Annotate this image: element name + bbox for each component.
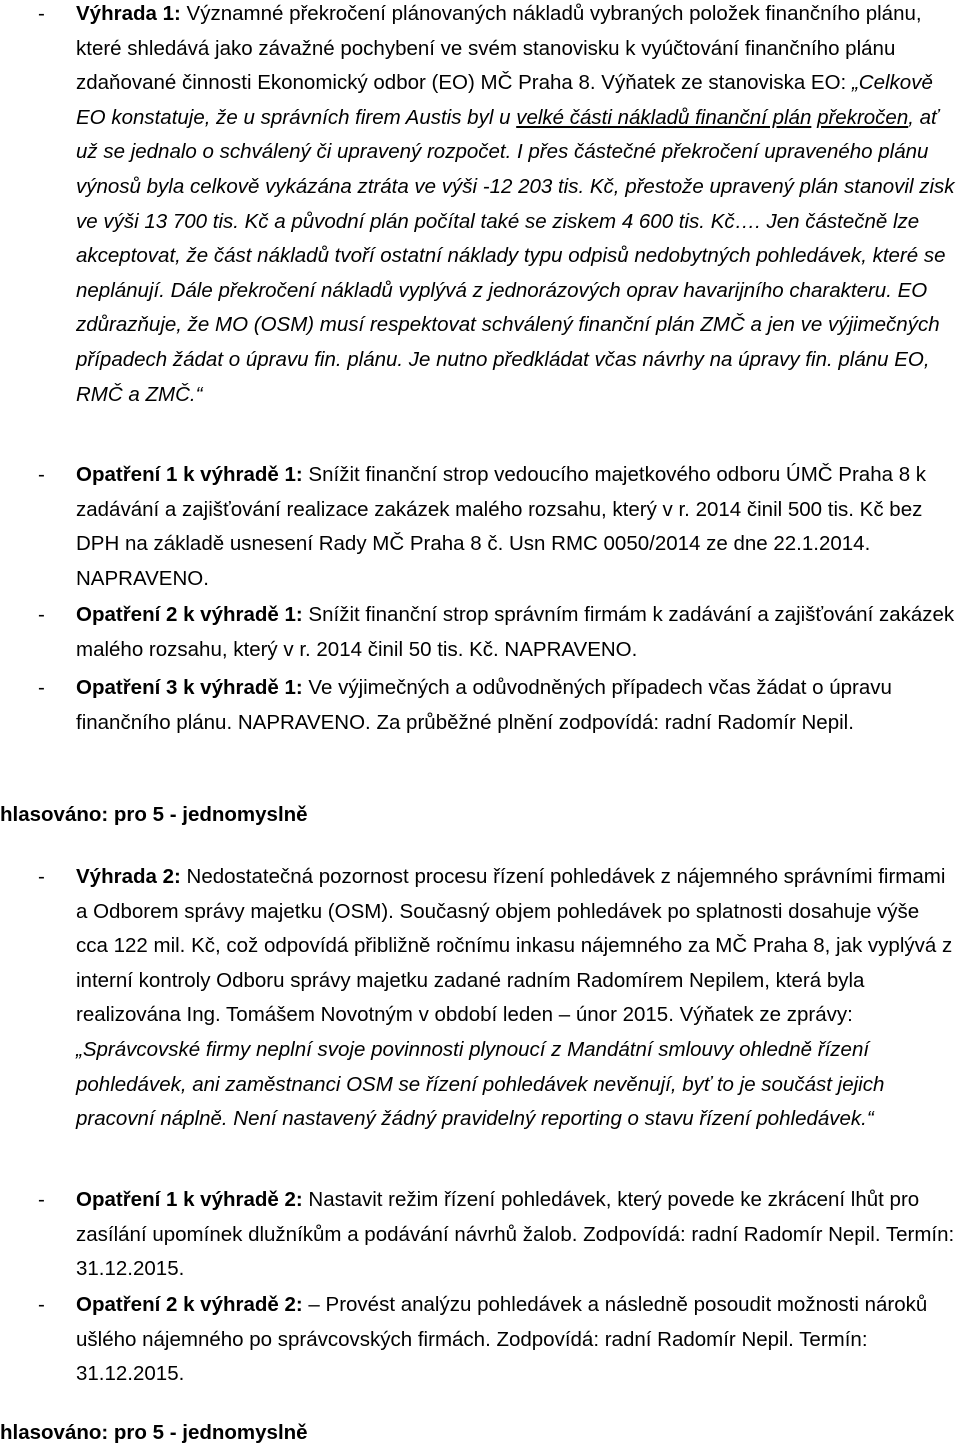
measure-3-1-body: Ve výjimečných a odůvodněných případech včas žádat o úpravu finančního plánu. NAPRAVENO. Za průběžné plnění zodpovídá: radní Radomír Nepil.	[76, 676, 892, 734]
reservation-2-quote: „Správcovské firmy neplní svoje povinnosti plynoucí z Mandátní smlouvy ohledně řízení pohledávek, ani zaměstnanci OSM se řízení pohledávek nevěnují, byť to je součást jejich pracovní náplně. Není nastavený žádný pravidelný reporting o stavu řízení pohledávek.“	[76, 1037, 885, 1131]
reservation-1-text	[76, 0, 960, 412]
bullet-dash: -	[38, 603, 45, 626]
quote-part: , ať už se jednalo o schválený či upravený rozpočet. I přes částečné překročení upraveného plánu výnosů byla celkově vykázána ztráta ve výši -12 203 tis. Kč, přestože upravený plán stanovil zisk ve výši 13 700 tis. Kč a původní plán počítal také se ziskem 4 600 tis. Kč…. Jen částečně lze akceptovat, že část nákladů tvoří ostatní náklady typu odpisů nedobytných pohledávek, které se neplánují. Dále překročení nákladů vyplývá z jednorázových oprav havarijního charakteru. EO zdůrazňuje, že MO (OSM) musí respektovat schválený finanční plán ZMČ a jen ve výjimečných případech žádat o úpravu fin. plánu. Je nutno předkládat včas návrhy na úpravy fin. plánu EO, RMČ a ZMČ.“	[76, 105, 955, 406]
measure-2-2-title: Opatření 2 k výhradě 2:	[76, 1293, 303, 1316]
reservation-1	[0, 0, 960, 412]
measure-3-1-title: Opatření 3 k výhradě 1:	[76, 676, 303, 699]
measure-2-1-title: Opatření 2 k výhradě 1:	[76, 603, 303, 626]
quote-underlined: překročen	[817, 105, 909, 129]
reservation-2	[0, 860, 960, 1137]
vote-result-1: hlasováno: pro 5 - jednomyslně	[0, 803, 308, 826]
bullet-dash: -	[38, 1188, 45, 1211]
measure-2-2	[0, 1288, 960, 1392]
measure-1-2	[0, 1183, 960, 1287]
measure-1-2-title: Opatření 1 k výhradě 2:	[76, 1188, 303, 1211]
measure-2-1-body: Snížit finanční strop správním firmám k zadávání a zajišťování zakázek malého rozsahu, který v r. 2014 činil 50 tis. Kč. NAPRAVENO.	[76, 603, 955, 661]
measure-2-2-body: – Provést analýzu pohledávek a následně posoudit možnosti nároků ušlého nájemného po správcovských firmách. Zodpovídá: radní Radomír Nepil. Termín: 31.12.2015.	[76, 1293, 928, 1386]
measure-2-2-text	[76, 1288, 960, 1392]
measure-1-1-text	[76, 458, 960, 596]
measure-1-1-title: Opatření 1 k výhradě 1:	[76, 463, 303, 486]
measure-1-2-body: Nastavit režim řízení pohledávek, který povede ke zkrácení lhůt pro zasílání upomínek dlužníkům a podávání návrhů žalob. Zodpovídá: radní Radomír Nepil. Termín: 31.12.2015.	[76, 1188, 955, 1281]
quote-underlined: velké části nákladů finanční plán	[516, 105, 812, 129]
bullet-dash: -	[38, 463, 45, 486]
measure-3-1	[0, 671, 960, 740]
reservation-2-title: Výhrada 2:	[76, 865, 181, 888]
reservation-2-body: Nedostatečná pozornost procesu řízení pohledávek z nájemného správními firmami a Odborem správy majetku (OSM). Současný objem pohledávek po splatnosti dosahuje výše cca 122 mil. Kč, což odpovídá přibližně ročnímu inkasu nájemného za MČ Praha 8, jak vyplývá z interní kontroly Odboru správy majetku zadané radním Radomírem Nepilem, která byla realizována Ing. Tomášem Novotným v období leden – únor 2015. Výňatek ze zprávy:	[76, 865, 953, 1027]
measure-2-1	[0, 598, 960, 667]
reservation-1-title: Výhrada 1:	[76, 2, 181, 25]
reservation-1-quote	[76, 71, 955, 405]
quote-part: „Celkově EO konstatuje, že u správních firem Austis byl u	[76, 71, 933, 129]
measure-3-1-text	[76, 671, 960, 740]
reservation-2-text	[76, 860, 960, 1137]
bullet-dash: -	[38, 676, 45, 699]
measure-2-1-text	[76, 598, 960, 667]
bullet-dash: -	[38, 1293, 45, 1316]
measure-1-1-body: Snížit finanční strop vedoucího majetkového odboru ÚMČ Praha 8 k zadávání a zajišťování realizace zakázek malého rozsahu, který v r. 2014 činil 500 tis. Kč bez DPH na základě usnesení Rady MČ Praha 8 č. Usn RMC 0050/2014 ze dne 22.1.2014. NAPRAVENO.	[76, 463, 927, 590]
measure-1-2-text	[76, 1183, 960, 1287]
reservation-1-body: Významné překročení plánovaných nákladů vybraných položek finančního plánu, které shledává jako závažné pochybení ve svém stanovisku k vyúčtování finančního plánu zdaňované činnosti Ekonomický odbor (EO) MČ Praha 8. Výňatek ze stanoviska EO:	[76, 2, 922, 95]
vote-result-2: hlasováno: pro 5 - jednomyslně	[0, 1421, 308, 1444]
bullet-dash: -	[38, 2, 45, 25]
measure-1-1	[0, 458, 960, 596]
bullet-dash: -	[38, 865, 45, 888]
